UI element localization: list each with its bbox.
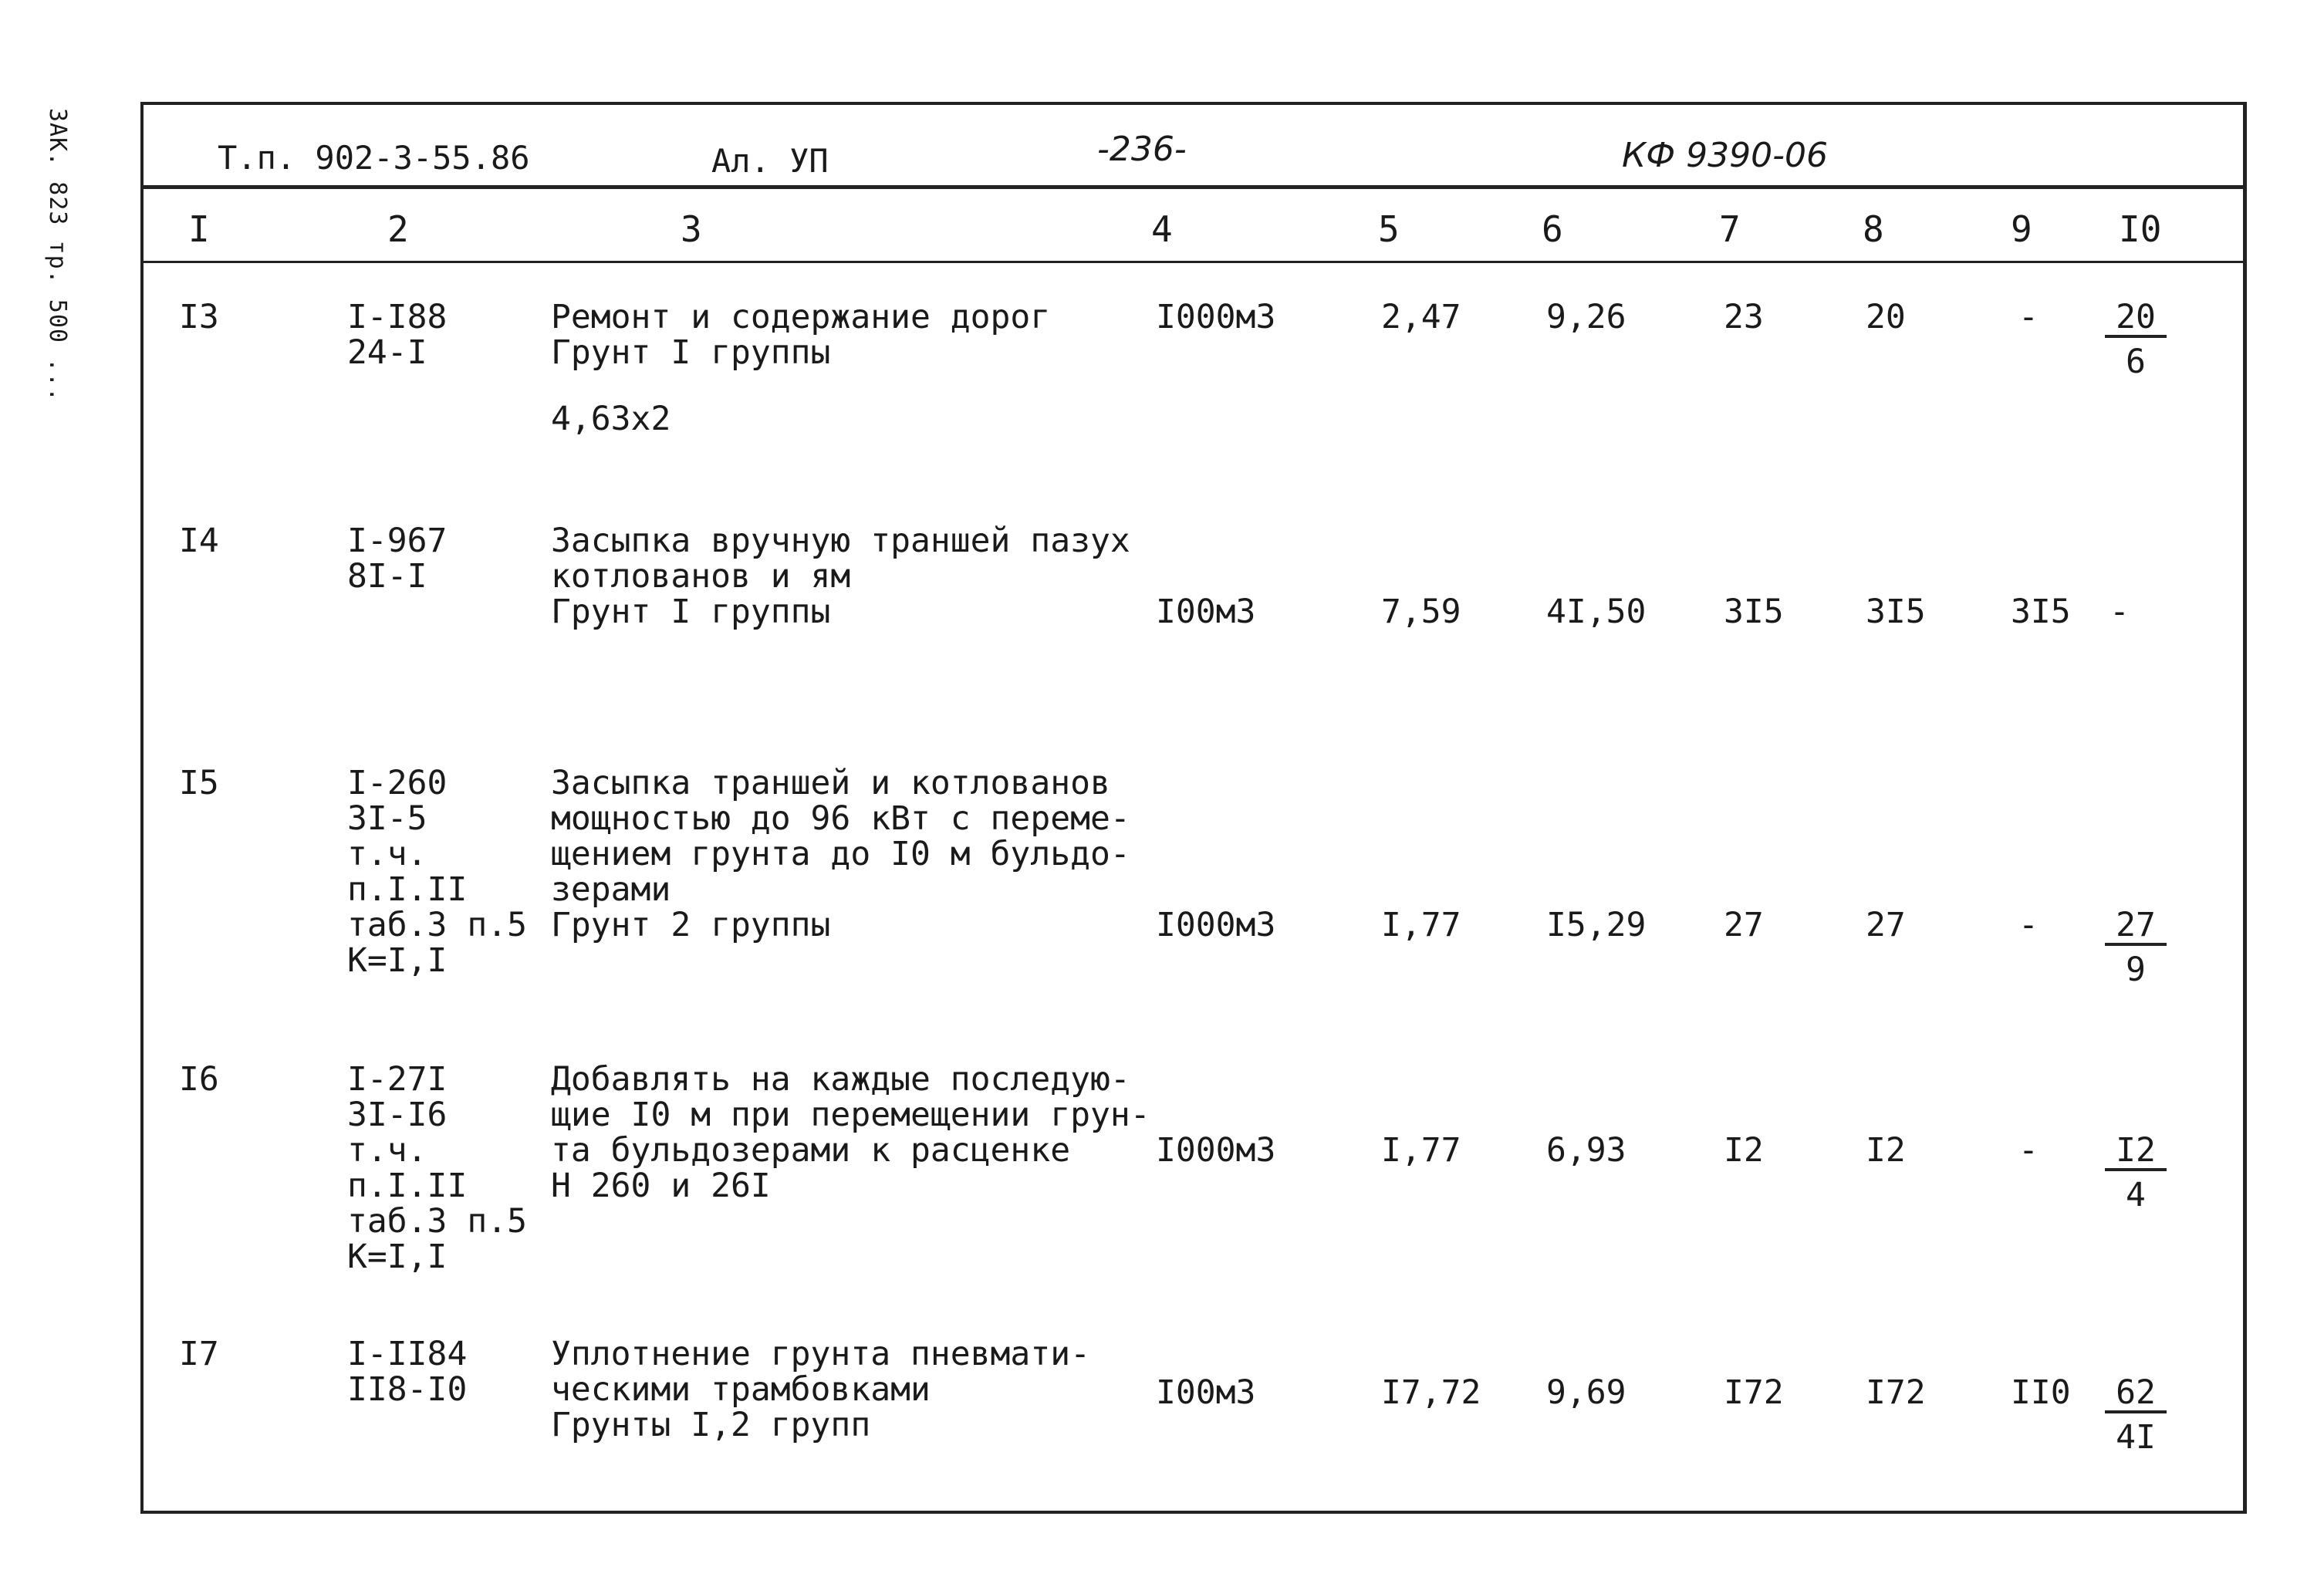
work-description: Ремонт и содержание дорог Грунт I группы — [551, 298, 1051, 372]
fraction-denominator: 4 — [2126, 1176, 2146, 1214]
fraction-numerator: 27 — [2105, 907, 2167, 946]
column-number: 2 — [387, 208, 409, 250]
wages-cost: 20 — [1866, 298, 1906, 336]
quantity: I,77 — [1381, 1131, 1461, 1170]
fraction-denominator: 6 — [2126, 343, 2146, 381]
machine-cost: - — [2018, 906, 2039, 944]
column-number: 8 — [1863, 208, 1884, 250]
machine-cost: 3I5 — [2011, 593, 2071, 631]
row-number: I6 — [179, 1060, 219, 1099]
total-cost: I72 — [1724, 1373, 1784, 1412]
row-number: I4 — [179, 522, 219, 560]
sheet-code: КФ 9390-06 — [1622, 136, 1828, 175]
column-numbers-divider — [144, 261, 2243, 263]
fraction-value — [2105, 1133, 2167, 1213]
rate-code: I-967 8I-I — [347, 522, 448, 596]
wages-cost: I2 — [1866, 1131, 1906, 1170]
document-sheet — [140, 102, 2247, 1514]
quantity: 2,47 — [1381, 298, 1461, 336]
column-number: I — [188, 208, 210, 250]
unit-cost: 6,93 — [1546, 1131, 1626, 1170]
machine-cost: - — [2018, 298, 2039, 336]
unit: I000м3 — [1156, 906, 1276, 944]
calculation-note: 4,63х2 — [551, 400, 671, 438]
work-description: Уплотнение грунта пневмати- ческими трамбовками Грунты I,2 групп — [551, 1335, 1090, 1444]
machine-cost: II0 — [2011, 1373, 2071, 1412]
unit-cost: 9,26 — [1546, 298, 1626, 336]
album-label: Ал. УП — [711, 142, 829, 180]
wages-cost: 27 — [1866, 906, 1906, 944]
column-number: 6 — [1542, 208, 1563, 250]
page-number: -236- — [1097, 130, 1187, 169]
wages-cost: I72 — [1866, 1373, 1926, 1412]
total-cost: 3I5 — [1724, 593, 1784, 631]
work-description: Добавлять на каждые последую- щие I0 м при перемещении грун- та бульдозерами к расценке Н 260 и 26I — [551, 1060, 1150, 1205]
header-divider — [144, 185, 2243, 189]
unit: I000м3 — [1156, 1131, 1276, 1170]
unit-cost: 4I,50 — [1546, 593, 1647, 631]
row-number: I7 — [179, 1335, 219, 1373]
fraction-numerator: 62 — [2105, 1375, 2167, 1413]
column-number: 7 — [1719, 208, 1741, 250]
doc-code: Т.п. 902-3-55.86 — [218, 139, 530, 177]
total-cost: I2 — [1724, 1131, 1764, 1170]
unit: I00м3 — [1156, 1373, 1256, 1412]
column-10-value: - — [2110, 593, 2130, 631]
fraction-numerator: 20 — [2105, 299, 2167, 338]
row-number: I3 — [179, 298, 219, 336]
wages-cost: 3I5 — [1866, 593, 1926, 631]
quantity: 7,59 — [1381, 593, 1461, 631]
column-number: 5 — [1378, 208, 1400, 250]
column-number: 9 — [2011, 208, 2032, 250]
quantity: I7,72 — [1381, 1373, 1481, 1412]
column-number: 4 — [1151, 208, 1173, 250]
rate-code: I-I88 24-I — [347, 298, 448, 372]
fraction-value — [2105, 907, 2167, 988]
total-cost: 27 — [1724, 906, 1764, 944]
fraction-denominator: 4I — [2116, 1418, 2156, 1457]
rate-code: I-27I 3I-I6 т.ч. п.I.II таб.3 п.5 К=I,I — [347, 1060, 527, 1276]
column-number: 3 — [681, 208, 702, 250]
unit-cost: I5,29 — [1546, 906, 1647, 944]
machine-cost: - — [2018, 1131, 2039, 1170]
rate-code: I-II84 II8-I0 — [347, 1335, 468, 1409]
unit: I000м3 — [1156, 298, 1276, 336]
work-description: Засыпка траншей и котлованов мощностью до 96 кВт с переме- щением грунта до I0 м бульдо- зерами Грунт 2 группы — [551, 764, 1130, 944]
unit: I00м3 — [1156, 593, 1256, 631]
side-note: ЗАК. 823 тр. 500 ... — [44, 108, 71, 403]
fraction-value — [2105, 1375, 2167, 1455]
total-cost: 23 — [1724, 298, 1764, 336]
row-number: I5 — [179, 764, 219, 802]
fraction-denominator: 9 — [2126, 951, 2146, 989]
fraction-value — [2105, 299, 2167, 380]
unit-cost: 9,69 — [1546, 1373, 1626, 1412]
quantity: I,77 — [1381, 906, 1461, 944]
fraction-numerator: I2 — [2105, 1133, 2167, 1171]
column-number: I0 — [2119, 208, 2162, 250]
work-description: Засыпка вручную траншей пазух котлованов и ям Грунт I группы — [551, 522, 1130, 631]
rate-code: I-260 3I-5 т.ч. п.I.II таб.3 п.5 К=I,I — [347, 764, 527, 980]
